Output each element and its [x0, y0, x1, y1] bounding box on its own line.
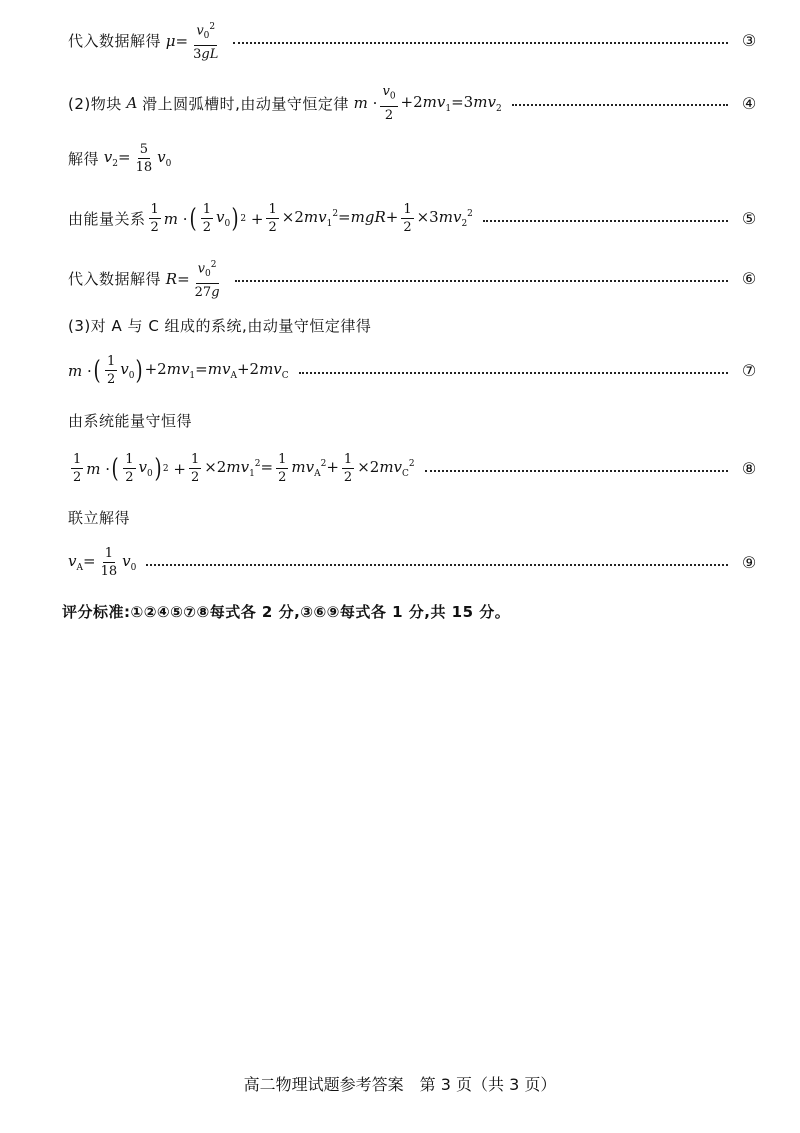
equation-number: ⑨ — [741, 553, 757, 572]
line-text: 联立解得 — [68, 509, 131, 527]
dot-leader — [425, 470, 728, 472]
section-3-heading — [68, 315, 760, 336]
formula-v0: $v_0$ — [216, 208, 231, 229]
formula-v0: $v_0$ — [120, 360, 135, 381]
line-label: 由能量关系 — [68, 210, 146, 228]
formula-energy-end: $\times 3mv_2^2$ — [416, 208, 473, 229]
dot-leader — [512, 104, 728, 106]
dot-leader — [146, 564, 728, 566]
fraction: $\frac{5}{18}$ — [135, 142, 153, 175]
left-paren: ( — [111, 453, 119, 484]
formula-plus: + — [246, 209, 264, 228]
energy-heading — [68, 410, 760, 431]
formula-energy-AC-mid: $\times 2mv_1^2=$ — [204, 458, 274, 479]
formula-v0: $v_0$ — [138, 458, 153, 479]
dot-leader — [235, 280, 728, 282]
equation-number: ⑦ — [741, 361, 757, 380]
fraction: $\frac{1}{2}$ — [125, 452, 134, 485]
fraction: $\frac{1}{2}$ — [343, 452, 353, 485]
equation-number: ⑤ — [741, 209, 757, 228]
formula-energy: m · — [163, 209, 188, 228]
line-label: 代入数据解得 — [68, 270, 162, 289]
fraction: $\frac{1}{18}$ — [100, 546, 118, 579]
equation-line-7 — [68, 354, 760, 387]
formula-energy-rest: $\times 2mv_1^2=mgR+$ — [281, 208, 399, 229]
fraction: $\frac{1}{2}$ — [73, 452, 82, 485]
var-A: A — [121, 94, 143, 113]
equation-number: ③ — [741, 31, 757, 51]
left-paren: ( — [189, 203, 197, 234]
formula-v0: $v_0$ — [122, 552, 137, 573]
dot-leader — [233, 42, 728, 44]
solve-heading — [68, 507, 760, 528]
line-text: (3)对 A 与 C 组成的系统,由动量守恒定律得 — [68, 317, 372, 335]
fraction: $\frac{1}{2}$ — [190, 452, 200, 485]
right-paren: ) — [154, 453, 162, 484]
formula-R: R= — [161, 269, 190, 288]
line-label: 代入数据解得 — [68, 32, 162, 51]
fraction: $\frac{1}{2}$ — [150, 202, 159, 235]
formula-plus: + — [168, 459, 186, 478]
line-label: 解得 — [68, 150, 100, 168]
fraction: $\frac{1}{2}$ — [202, 202, 212, 235]
equation-line-4 — [68, 84, 760, 123]
equation-number: ⑧ — [741, 459, 757, 478]
equation-line-6 — [68, 258, 760, 300]
equation-line-5: 由能量关系 $\frac{1}{2}$ m · ( $\frac{1}{2}$ $v_0$ ) 2 + $\frac{1}{2}$ $\times 2mv_1^2=mgR+$ $\frac{1}{2}$ $\times 3mv_2^2$ ⑤ — [68, 202, 760, 235]
fraction: $\frac{v_0^2}{27g}$ — [194, 260, 220, 300]
formula-momentum: m · — [348, 94, 378, 113]
fraction: $\frac{1}{2}$ — [278, 452, 287, 485]
formula-energy-AC: m · — [86, 459, 111, 478]
equation-line-9 — [68, 546, 760, 579]
fraction: $\frac{1}{2}$ — [106, 354, 116, 387]
solution-line-v2 — [68, 142, 760, 175]
formula-v0: $v_0$ — [157, 148, 172, 169]
formula-momentum-AC: m · — [68, 361, 92, 380]
formula-energy-AC-rest: $mv_A^2+$ — [291, 458, 339, 479]
equation-number: ④ — [741, 93, 757, 113]
equation-line-3 — [68, 20, 760, 62]
line-text: 滑上圆弧槽时,由动量守恒定律 — [142, 94, 349, 113]
line-text: 由系统能量守恒得 — [68, 412, 193, 430]
equation-line-8: $\frac{1}{2}$ m · ( $\frac{1}{2}$ $v_0$ ) 2 + $\frac{1}{2}$ $\times 2mv_1^2=$ $\frac{1}{2}$ $mv_A^2+$ $\frac{1}{2}$ $\times 2mv_C^2$ ⑧ — [68, 452, 760, 485]
page-footer: 高二物理试题参考答案 第 3 页（共 3 页） — [243, 1075, 557, 1094]
line-label: (2)物块 — [68, 94, 122, 113]
formula-mu: μ= — [161, 31, 189, 50]
fraction: $\frac{v_0^2}{3gL}$ — [193, 22, 219, 62]
scoring-note: 评分标准:①②④⑤⑦⑧每式各 2 分,③⑥⑨每式各 1 分,共 15 分。 — [62, 603, 511, 621]
dot-leader — [483, 220, 728, 222]
fraction: $\frac{1}{2}$ — [403, 202, 412, 235]
formula-energy-AC-end: $\times 2mv_C^2$ — [357, 458, 415, 479]
equation-number: ⑥ — [741, 269, 757, 289]
fraction: $\frac{1}{2}$ — [268, 202, 277, 235]
left-paren: ( — [93, 355, 101, 386]
right-paren: ) — [231, 203, 239, 234]
formula-momentum-AC-rest: $+2mv_1=mv_A+2mv_C$ — [144, 360, 289, 381]
right-paren: ) — [135, 355, 144, 386]
dot-leader — [299, 372, 728, 374]
formula-v2: $v_2=$ — [99, 148, 131, 169]
fraction: $\frac{v_0}{2}$ — [382, 84, 396, 123]
formula-vA: $v_A=$ — [68, 552, 96, 573]
formula-momentum-rest: $+2mv_1=3mv_2$ — [400, 92, 502, 114]
